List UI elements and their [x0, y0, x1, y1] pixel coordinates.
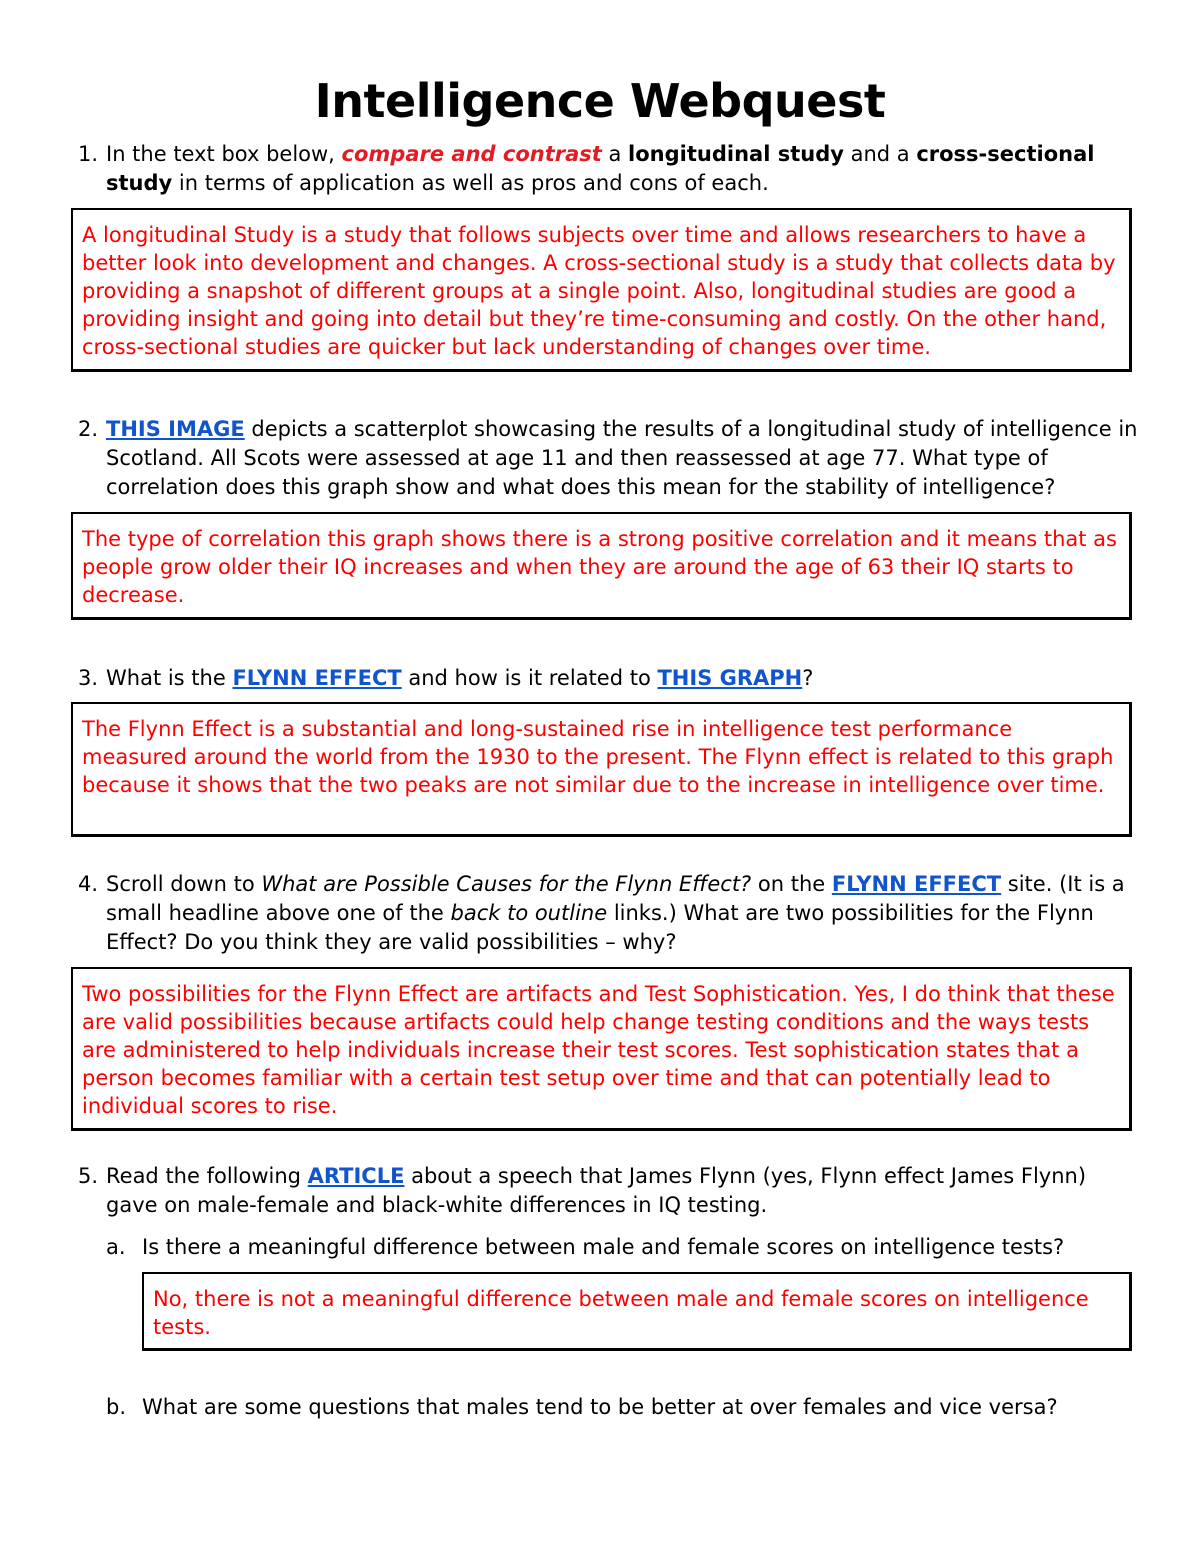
sub-question-b-text: What are some questions that males tend to be better at over females and vice versa? — [142, 1395, 1058, 1419]
answer-box-5a[interactable]: No, there is not a meaningful difference between male and female scores on intelligence tests. — [142, 1272, 1132, 1351]
question-1 — [78, 140, 1138, 198]
answer-box-3[interactable]: The Flynn Effect is a substantial and long-sustained rise in intelligence test performance measured around the world from the 1930 to the present. The Flynn effect is related to this graph because it shows that the two peaks are not similar due to the increase in intelligence over time. — [71, 702, 1132, 837]
flynn-effect-link[interactable]: FLYNN EFFECT — [232, 666, 402, 690]
sub-question-letter: a. — [106, 1235, 126, 1259]
question-text: depicts a scatterplot showcasing the results of a longitudinal study of intelligence in Scotland. All Scots were assessed at age 11 and then reassessed at age 77. What type of correlation does this graph show and what does this mean for the stability of intelligence? — [106, 417, 1138, 499]
question-1-text — [106, 140, 1138, 198]
question-text: and how is it related to — [401, 666, 658, 690]
question-5 — [78, 1162, 1138, 1220]
question-text: in terms of application as well as pros and cons of each. — [172, 171, 769, 195]
answer-box-4[interactable]: Two possibilities for the Flynn Effect are artifacts and Test Sophistication. Yes, I do think that these are valid possibilities because artifacts could help change testing conditions and the ways tests are administered to help individuals increase their test scores. Test sophistication states that a person becomes familiar with a certain test setup over time and that can potentially lead to individual scores to rise. — [71, 967, 1132, 1131]
question-text: a — [601, 142, 629, 166]
question-4 — [78, 870, 1138, 957]
question-number: 3. — [78, 666, 99, 690]
sub-question-a-text: Is there a meaningful difference between male and female scores on intelligence tests? — [142, 1235, 1065, 1259]
question-text: Read the following — [106, 1164, 308, 1188]
answer-box-1[interactable]: A longitudinal Study is a study that follows subjects over time and allows researchers to have a better look into development and changes. A cross-sectional study is a study that collects data by providing a snapshot of different groups at a single point. Also, longitudinal studies are good a providing insight and going into detail but they’re time-consuming and costly. On the other hand, cross-sectional studies are quicker but lack understanding of changes over time. — [71, 208, 1132, 372]
flynn-effect-site-link[interactable]: FLYNN EFFECT — [831, 872, 1002, 896]
this-graph-link[interactable]: THIS GRAPH — [657, 666, 803, 690]
sub-question-letter: b. — [106, 1395, 127, 1419]
question-text: about a speech that James Flynn (yes, Flynn effect James Flynn) gave on male-female and black-white differences in IQ testing. — [106, 1164, 1087, 1217]
italic-headline: What are Possible Causes for the Flynn Effect? — [261, 872, 752, 896]
italic-back-to-outline: back to outline — [450, 901, 608, 925]
question-text: on the — [751, 872, 832, 896]
article-link[interactable]: ARTICLE — [307, 1164, 405, 1188]
question-text: site. (It is a small headline above one of the — [106, 872, 1125, 925]
question-number: 4. — [78, 872, 99, 896]
question-text: ? — [802, 666, 814, 690]
sub-question-a — [106, 1233, 1136, 1262]
this-image-link[interactable]: THIS IMAGE — [106, 417, 245, 441]
question-text: and a — [843, 142, 917, 166]
emphasis-compare-contrast: compare and contrast — [341, 142, 602, 166]
question-3 — [78, 664, 1138, 693]
question-2-text — [106, 415, 1138, 502]
sub-question-b — [106, 1393, 1136, 1422]
question-text: Scroll down to — [106, 872, 262, 896]
question-3-text — [106, 664, 1138, 693]
question-number: 1. — [78, 142, 99, 166]
question-number: 5. — [78, 1164, 99, 1188]
question-5-text — [106, 1162, 1138, 1220]
question-4-text — [106, 870, 1138, 957]
bold-longitudinal-study: longitudinal study — [628, 142, 844, 166]
question-text: links.) What are two possibilities for the Flynn Effect? Do you think they are valid possibilities – why? — [106, 901, 1094, 954]
question-number: 2. — [78, 417, 99, 441]
question-text: What is the — [106, 666, 233, 690]
answer-box-2[interactable]: The type of correlation this graph shows there is a strong positive correlation and it means that as people grow older their IQ increases and when they are around the age of 63 their IQ starts to decrease. — [71, 512, 1132, 620]
question-2 — [78, 415, 1138, 502]
page-title: Intelligence Webquest — [314, 74, 886, 128]
bold-cross-sectional-study: cross-sectional study — [106, 142, 1095, 195]
question-text: In the text box below, — [106, 142, 342, 166]
